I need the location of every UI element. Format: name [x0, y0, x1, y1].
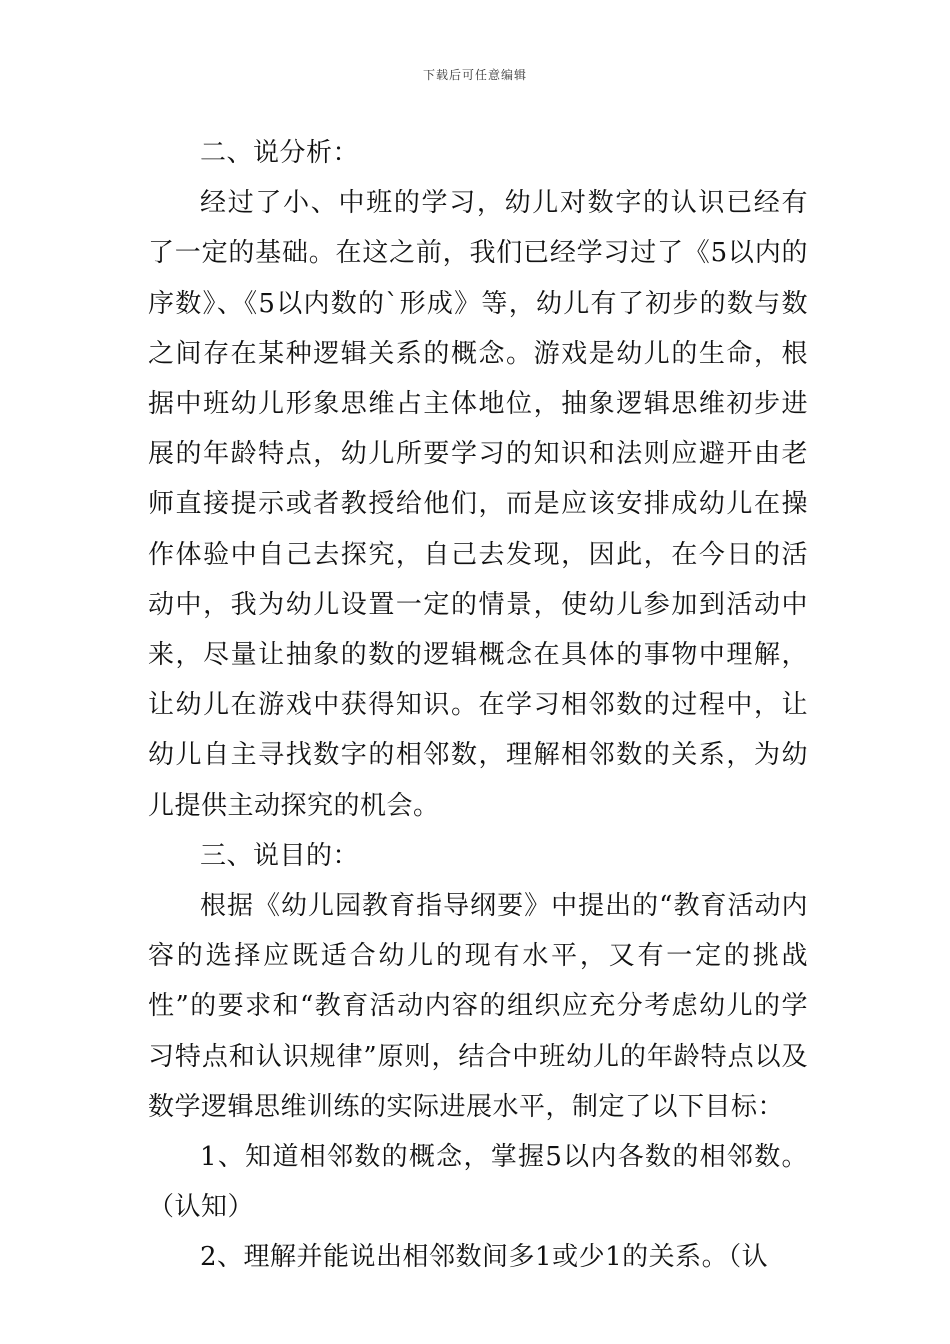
page-header-note: 下载后可任意编辑 [422, 68, 527, 82]
section-heading-goals: 三、说目的： [200, 840, 360, 871]
paragraph-analysis: 经过了小、中班的学习，幼儿对数字的认识已经有了一定的基础。在这之前，我们已经学习过了《5以内的序数》、《5以内数的`形成》等，幼儿有了初步的数与数之间存在某种逻辑关系的概念。游戏是幼儿的生命，根据中班幼儿形象思维占主体地位，抽象逻辑思维初步进展的年龄特点，幼儿所要学习的知识和法则应避开由老师直接提示或者教授给他们，而是应该安排成幼儿在操作体验中自己去探究，自己去发现，因此，在今日的活动中，我为幼儿设置一定的情景，使幼儿参加到活动中来，尽量让抽象的数的逻辑概念在具体的事物中理解，让幼儿在游戏中获得知识。在学习相邻数的过程中，让幼儿自主寻找数字的相邻数，理解相邻数的关系，为幼儿提供主动探究的机会。 [148, 188, 808, 821]
paragraph-goals-intro: 根据《幼儿园教育指导纲要》中提出的“教育活动内容的选择应既适合幼儿的现有水平，又有一定的挑战性”的要求和“教育活动内容的组织应充分考虑幼儿的学习特点和认识规律”原则，结合中班幼儿的年龄特点以及数学逻辑思维训练的实际进展水平，制定了以下目标： [148, 891, 808, 1122]
goal-item-2: 2、理解并能说出相邻数间多1或少1的关系。（认 [200, 1242, 769, 1273]
document-body [148, 128, 808, 1283]
section-heading-analysis: 二、说分析： [200, 138, 360, 168]
goal-item-1: 1、知道相邻数的概念，掌握5以内各数的相邻数。（认知） [148, 1142, 808, 1223]
